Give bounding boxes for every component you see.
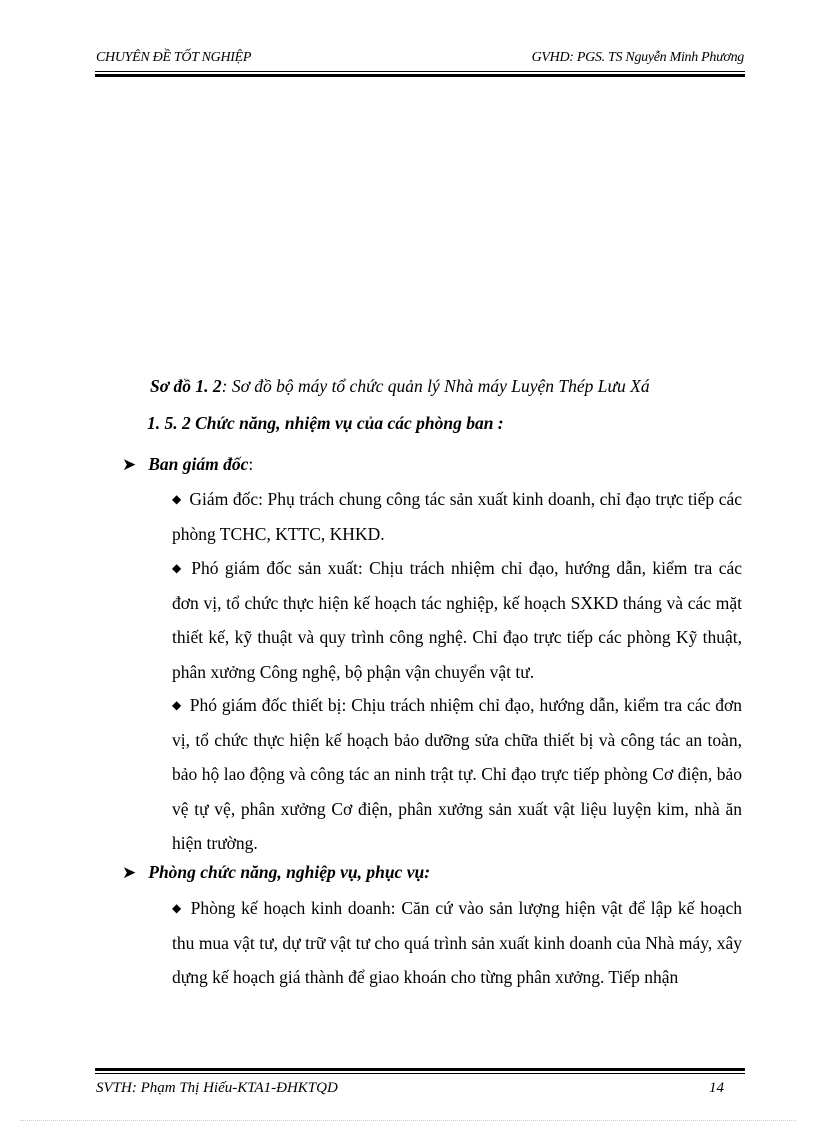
arrow-bullet-icon: ➤ <box>122 862 137 882</box>
header-right: GVHD: PGS. TS Nguyễn Minh Phương <box>531 50 744 65</box>
caption-label: Sơ đồ 1. 2 <box>150 376 222 396</box>
page-footer <box>96 1080 724 1097</box>
paragraph-phong-khkd <box>122 891 742 995</box>
header-rule-thin <box>95 71 745 72</box>
footer-rule-thick <box>95 1068 745 1071</box>
ban-giam-doc-title: Ban giám đốc <box>148 454 249 474</box>
bottom-dotted-border <box>20 1120 796 1122</box>
page-header <box>96 50 744 66</box>
diamond-bullet-icon: ◆ <box>172 698 182 712</box>
paragraph-phong-khkd-text: Phòng kế hoạch kinh doanh: Căn cứ vào sản lượng hiện vật để lập kế hoạch thu mua vật tư, dự trữ vật tư cho quá trình sản xuất kinh doanh của Nhà máy, xây dựng kế hoạch giá thành để giao khoán cho từng phân xưởng. Tiếp nhận <box>172 898 742 987</box>
phong-chuc-nang-title: Phòng chức năng, nghiệp vụ, phục vụ: <box>148 862 431 882</box>
header-left: CHUYÊN ĐỀ TỐT NGHIỆP <box>96 50 252 65</box>
ban-giam-doc-heading <box>122 454 253 475</box>
diamond-bullet-icon: ◆ <box>172 492 182 506</box>
footer-author: SVTH: Phạm Thị Hiếu-KTA1-ĐHKTQD <box>96 1080 338 1096</box>
diamond-bullet-icon: ◆ <box>172 901 183 915</box>
paragraph-giam-doc <box>122 482 742 551</box>
figure-caption <box>150 376 650 397</box>
diamond-bullet-icon: ◆ <box>172 561 184 575</box>
phong-chuc-nang-heading <box>122 862 430 883</box>
paragraph-pgd-san-xuat <box>122 551 742 689</box>
caption-text: : Sơ đồ bộ máy tổ chức quản lý Nhà máy Luyện Thép Lưu Xá <box>221 376 650 396</box>
paragraph-giam-doc-text: Giám đốc: Phụ trách chung công tác sản xuất kinh doanh, chỉ đạo trực tiếp các phòng TCHC, KTTC, KHKD. <box>172 489 742 544</box>
paragraph-pgd-san-xuat-text: Phó giám đốc sản xuất: Chịu trách nhiệm chỉ đạo, hướng dẫn, kiểm tra các đơn vị, tổ chức thực hiện kế hoạch tác nghiệp, kế hoạch SXKD tháng và các mặt thiết kế, kỹ thuật và quy trình công nghệ. Chỉ đạo trực tiếp các phòng Kỹ thuật, phân xưởng Công nghệ, bộ phận vận chuyển vật tư. <box>172 558 742 682</box>
arrow-bullet-icon: ➤ <box>122 454 137 474</box>
page-number: 14 <box>709 1080 724 1096</box>
ban-giam-doc-suffix: : <box>248 454 254 474</box>
footer-rule-thin <box>95 1073 745 1074</box>
section-title: 1. 5. 2 Chức năng, nhiệm vụ của các phòng ban : <box>147 413 504 433</box>
paragraph-pgd-thiet-bi <box>122 688 742 861</box>
header-rule-thick <box>95 74 745 77</box>
paragraph-pgd-thiet-bi-text: Phó giám đốc thiết bị: Chịu trách nhiệm chỉ đạo, hướng dẫn, kiểm tra các đơn vị, tổ chức thực hiện kế hoạch bảo dưỡng sửa chữa thiết bị và công tác an toàn, bảo hộ lao động và công tác an ninh trật tự. Chỉ đạo trực tiếp phòng Cơ điện, bảo vệ tự vệ, phân xưởng Cơ điện, phân xưởng sản xuất vật liệu luyện kim, nhà ăn hiện trường. <box>172 695 742 853</box>
